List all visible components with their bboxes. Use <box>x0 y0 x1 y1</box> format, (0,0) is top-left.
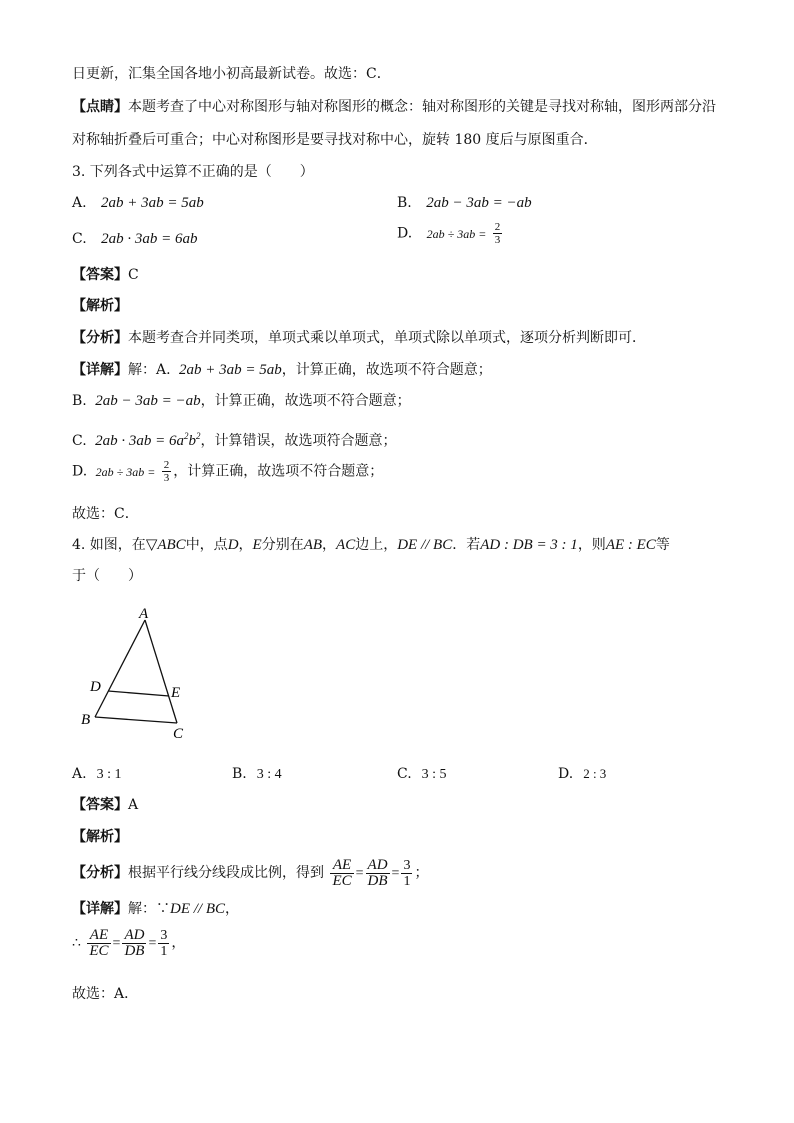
q4-option-c: C. 3 : 5 <box>397 766 447 782</box>
q3-option-c-expr: 2ab · 3ab = 6ab <box>101 231 198 247</box>
q3-answer <box>72 265 139 285</box>
q3-fenxi-tag: 【分析】 <box>72 330 128 346</box>
q3-xj-b-expr: 2ab − 3ab = −ab <box>95 393 201 409</box>
q4-triangle: ▽ABC <box>145 537 186 553</box>
q3-option-b-label: B. <box>397 195 412 211</box>
q4-option-a: A. 3 : 1 <box>72 766 122 782</box>
label-e: E <box>171 685 181 701</box>
q3-fenxi <box>72 328 646 348</box>
q4-xj-frac1: $\frac{AE}{EC}$ <box>89 926 109 959</box>
q3-option-a-label: A. <box>72 195 87 211</box>
q4-fenxi-frac3: $\frac{3}{1}$ <box>403 857 411 889</box>
intro-line: 日更新，汇集全国各地小初高最新试卷。故选：C． <box>72 66 391 82</box>
triangle-figure <box>72 600 202 745</box>
q3-answer-value: C <box>128 267 139 283</box>
q4-conclusion: 故选：A． <box>72 986 139 1002</box>
segment-de <box>108 691 169 696</box>
dianjing-line2: 对称轴折叠后可重合；中心对称图形是要寻找对称中心，旋转 180 度后与原图重合． <box>72 132 598 148</box>
q4-option-b: B. 3 : 4 <box>232 766 282 782</box>
q3-xj-c-expr: $2ab \cdot 3ab = 6a^2b^2$ <box>95 431 201 449</box>
q4-option-d: D. 2 : 3 <box>558 766 607 782</box>
q4-fenxi-frac1: $\frac{AE}{EC}$ <box>332 856 352 889</box>
q4-fenxi: 【分析】根据平行线分线段成比例，得到 $\frac{AE}{EC}$ = $\frac{AD}{DB}$ = $\frac{3}{1}$ ； <box>72 856 429 889</box>
q4-jiexi: 【解析】 <box>72 829 128 845</box>
label-b: B <box>81 712 91 728</box>
q3-xiangjie-a: 【详解】解：A. 2ab + 3ab = 5ab，计算正确，故选项不符合题意； <box>72 362 492 378</box>
q3-xj-a-expr: 2ab + 3ab = 5ab <box>179 362 282 378</box>
q3-xj-d-expr: 2ab ÷ 3ab = <box>95 464 156 479</box>
q3-stem: 3. 下列各式中运算不正确的是（ ） <box>72 164 314 180</box>
q4-stem-line1: 4. 如图，在▽ABC中，点D，E分别在AB，AC边上，DE // BC．若AD : DB = 3 : 1，则AE : EC等 <box>72 537 670 553</box>
dianjing-line1 <box>72 97 716 117</box>
segment-ab <box>95 620 145 717</box>
q4-xj-frac2: $\frac{AD}{DB}$ <box>124 926 145 959</box>
q4-stem-line2: 于（ ） <box>72 568 142 584</box>
q3-xiangjie-d: D. 2ab ÷ 3ab = $\frac{2}{3}$ ，计算正确，故选项不符合题意； <box>72 459 384 484</box>
q3-option-c <box>72 229 198 249</box>
q4-fenxi-frac2: $\frac{AD}{DB}$ <box>367 856 388 889</box>
label-a: A <box>139 606 149 622</box>
q3-jiexi: 【解析】 <box>72 298 128 314</box>
dianjing-tag: 【点睛】 <box>72 99 128 115</box>
q3-option-d-expr: 2ab ÷ 3ab = <box>426 226 487 241</box>
q3-option-a-expr: 2ab + 3ab = 5ab <box>101 195 204 211</box>
q3-conclusion: 故选：C． <box>72 506 139 522</box>
q4-xiangjie-line2: ∴ $\frac{AE}{EC}$ = $\frac{AD}{DB}$ = $\frac{3}{1}$ ， <box>72 926 186 959</box>
label-d: D <box>90 679 101 695</box>
segment-ac <box>145 620 177 723</box>
q3-option-c-label: C. <box>72 231 87 247</box>
q3-option-d-fraction: $\frac{2}{3}$ <box>494 221 501 246</box>
label-c: C <box>173 726 184 742</box>
q4-xiangjie-line1: 【详解】解：∵DE // BC， <box>72 901 239 917</box>
q3-option-d <box>397 221 504 246</box>
q3-answer-tag: 【答案】 <box>72 267 128 283</box>
dianjing-text1: 本题考查了中心对称图形与轴对称图形的概念：轴对称图形的关键是寻找对称轴，图形两部分沿 <box>128 99 716 115</box>
q3-option-d-label: D. <box>397 225 413 242</box>
q3-xj-d-fraction: $\frac{2}{3}$ <box>163 459 170 484</box>
q4-xj-frac3: $\frac{3}{1}$ <box>160 927 168 959</box>
q4-answer-value: A <box>128 797 139 813</box>
q3-option-a <box>72 193 204 213</box>
q3-xiangjie-b: B. 2ab − 3ab = −ab，计算正确，故选项不符合题意； <box>72 393 411 409</box>
q3-xiangjie-tag: 【详解】 <box>72 362 128 378</box>
q3-fenxi-text: 本题考查合并同类项，单项式乘以单项式，单项式除以单项式，逐项分析判断即可． <box>128 330 646 346</box>
segment-bc <box>95 717 177 723</box>
q3-option-b <box>397 193 532 213</box>
q4-answer: 【答案】A <box>72 797 139 813</box>
q3-xiangjie-c: C. $2ab \cdot 3ab = 6a^2b^2$，计算错误，故选项符合题意； <box>72 431 397 449</box>
q3-option-b-expr: 2ab − 3ab = −ab <box>426 195 532 211</box>
